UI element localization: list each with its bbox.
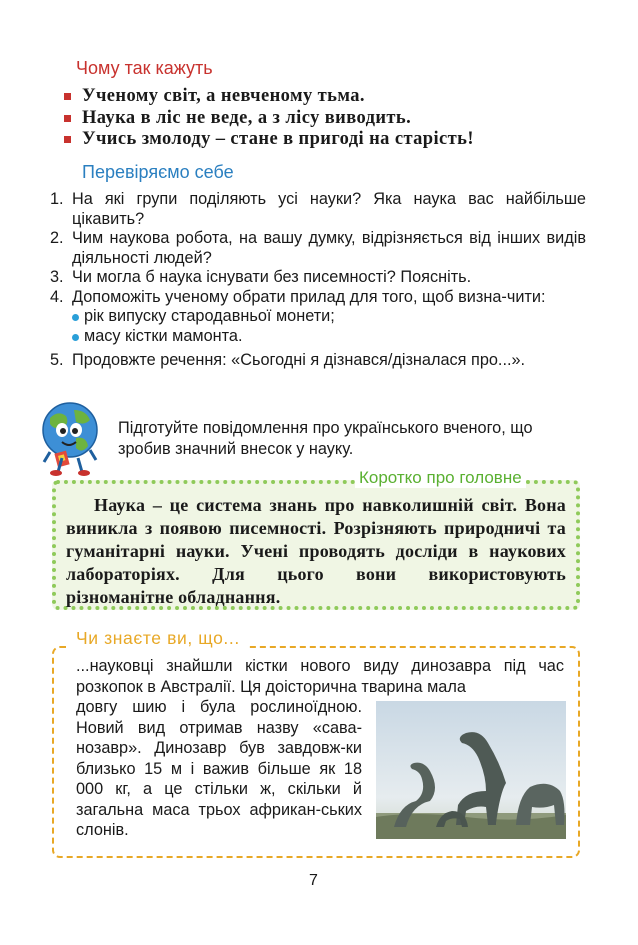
sayings-heading: Чому так кажуть bbox=[76, 58, 213, 78]
question-item: 5. Продовжте речення: «Сьогодні я дізнався/дізналася про...». bbox=[50, 351, 526, 369]
check-heading: Перевіряємо себе bbox=[82, 162, 234, 182]
page-number: 7 bbox=[309, 872, 318, 889]
saying-item: Наука в ліс не веде, а з лісу виводить. bbox=[64, 108, 624, 130]
summary-text: Наука – це система знань про навколишній світ. Вона виникла з появою писемності. Розрізняють природничі та гуманітарні науки. Учені проводять досліди в наукових лабораторіях. Для цього вони використовують різноманітне обладнання. bbox=[66, 495, 566, 607]
question-item: 2. Чим наукова робота, на вашу думку, відрізняється від інших видів діяльності людей? bbox=[50, 229, 586, 267]
saying-item: Ученому світ, а невченому тьма. bbox=[64, 86, 624, 108]
summary-heading: Коротко про головне bbox=[355, 468, 526, 488]
globe-character-icon bbox=[36, 400, 106, 476]
didyouknow-heading: Чи знаєте ви, що... bbox=[70, 628, 246, 649]
didyouknow-text-top: ...науковці знайшли кістки нового виду динозавра під час розкопок в Австралії. Ця доісторична тварина мала bbox=[76, 657, 564, 696]
question-subitem: рік випуску стародавньої монети; bbox=[48, 307, 586, 327]
sauropod-dinosaurs-photo bbox=[376, 701, 566, 839]
task-text: Підготуйте повідомлення про українського вченого, що зробив значний внесок у науку. bbox=[118, 419, 533, 458]
questions-list bbox=[48, 190, 586, 371]
question-item: 1. На які групи поділяють усі науки? Яка наука вас найбільше цікавить? bbox=[50, 190, 586, 228]
question-subitem: масу кістки мамонта. bbox=[48, 327, 586, 347]
question-item: 4. Допоможіть ученому обрати прилад для того, щоб визна-чити: bbox=[50, 287, 546, 306]
question-item: 3. Чи могла б наука існувати без писемності? Поясніть. bbox=[50, 268, 472, 286]
sayings-list bbox=[64, 86, 624, 151]
didyouknow-text-left: довгу шию і була рослиноїдною. Новий вид отримав назву «сава-нозавр». Динозавр був завдовж-ки близько 15 м і важив більше як 18 000 кг, а це стільки ж, скільки й загальна маса трьох африкан-ських слонів. bbox=[76, 698, 362, 839]
saying-item: Учись змолоду – стане в пригоді на старість! bbox=[64, 129, 624, 151]
